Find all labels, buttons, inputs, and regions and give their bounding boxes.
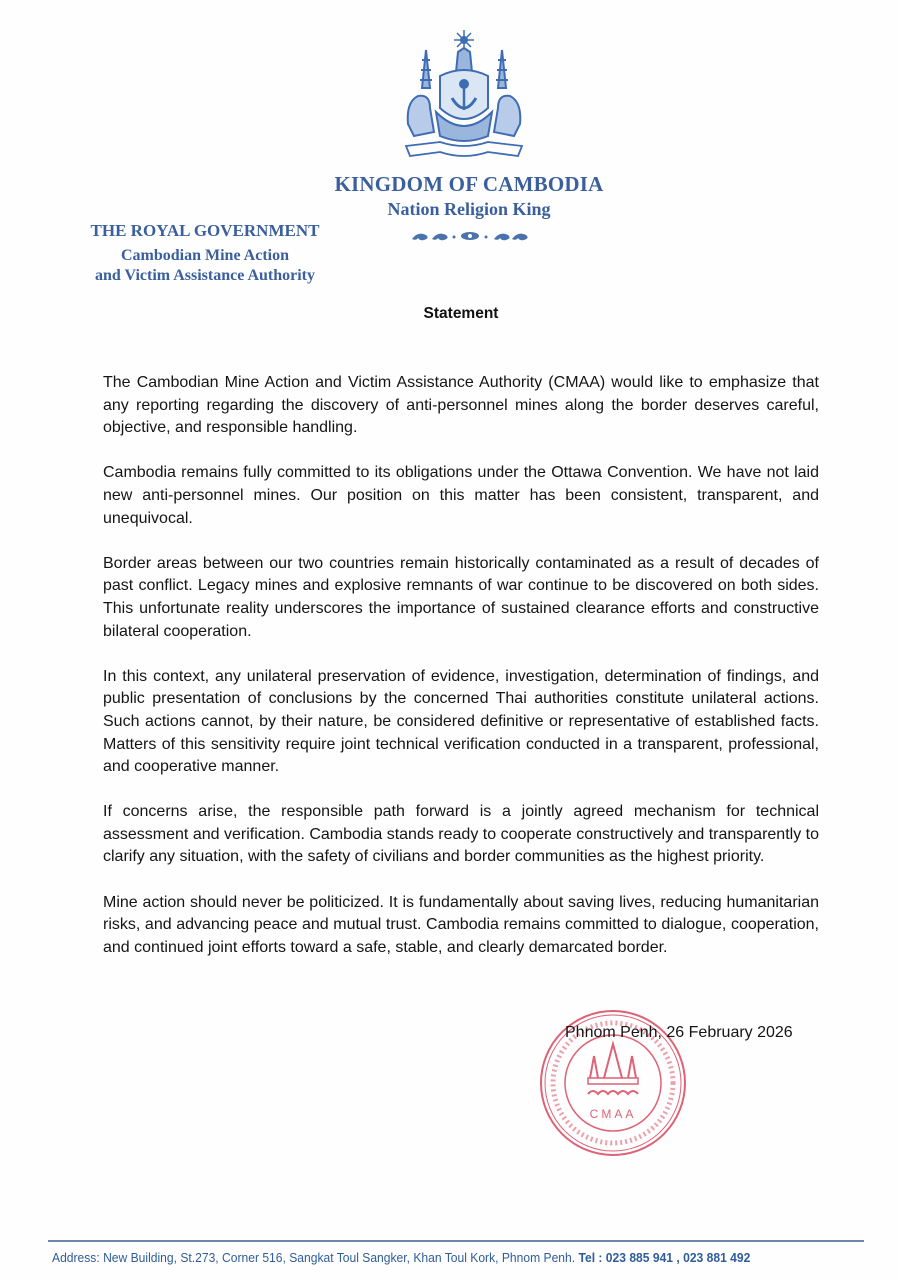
paragraph: Cambodia remains fully committed to its obligations under the Ottawa Convention. We have not laid new anti-personnel mines. Our position on this matter has been consistent, transparent, and unequivocal. (103, 464, 819, 527)
footer-contact (52, 1250, 815, 1265)
paragraph: The Cambodian Mine Action and Victim Assistance Authority (CMAA) would like to emphasize that any reporting regarding the discovery of anti-personnel mines along the border deserves careful, objective, and responsible handling. (103, 374, 819, 437)
footer-divider (48, 1240, 864, 1242)
authority-name-line-2: and Victim Assistance Authority (94, 267, 315, 284)
royal-coat-of-arms-icon (400, 28, 528, 166)
paragraph: Mine action should never be politicized. It is fundamentally about saving lives, reducing humanitarian risks, and advancing peace and mutual trust. Cambodia remains committed to dialogue, cooperation, and continued joint efforts toward a safe, stable, and clearly demarcated border. (103, 893, 819, 956)
paragraph: Border areas between our two countries remain historically contaminated as a result of decades of past conflict. Legacy mines and explosive remnants of war continue to be discovered on both sides. This unfortunate reality underscores the importance of sustained clearance efforts and constructive bilateral cooperation. (103, 554, 819, 640)
kingdom-motto: Nation Religion King (387, 199, 551, 219)
paragraph: In this context, any unilateral preservation of evidence, investigation, determination of findings, and public presentation of conclusions by the concerned Thai authorities constitute unilateral actions. Such actions cannot, by their nature, be considered definitive or representative of established facts. Matters of this sensitivity require joint technical verification conducted in a transparent, professional, and cooperative manner. (103, 667, 819, 776)
authority-name-line-1: Cambodian Mine Action (120, 247, 289, 264)
footer-address: Address: New Building, St.273, Corner 516, Sangkat Toul Sangker, Khan Toul Kork, Phnom Penh. (52, 1250, 576, 1265)
footer-telephone: Tel : 023 885 941 , 023 881 492 (578, 1250, 751, 1265)
kingdom-title: KINGDOM OF CAMBODIA (334, 172, 604, 196)
issuing-authority-block (74, 220, 336, 286)
ornamental-divider-icon (410, 229, 530, 243)
place-and-date: Phnom Penh, 26 February 2026 (565, 1024, 793, 1041)
statement-body (103, 372, 819, 982)
stamp-text: CMAA (589, 1107, 637, 1121)
document-title: Statement (423, 305, 499, 322)
government-title: THE ROYAL GOVERNMENT (90, 221, 320, 240)
paragraph: If concerns arise, the responsible path forward is a jointly agreed mechanism for technical assessment and verification. Cambodia stands ready to cooperate constructively and transparently to clarify any situation, with the safety of civilians and border communities as the highest priority. (103, 803, 819, 866)
